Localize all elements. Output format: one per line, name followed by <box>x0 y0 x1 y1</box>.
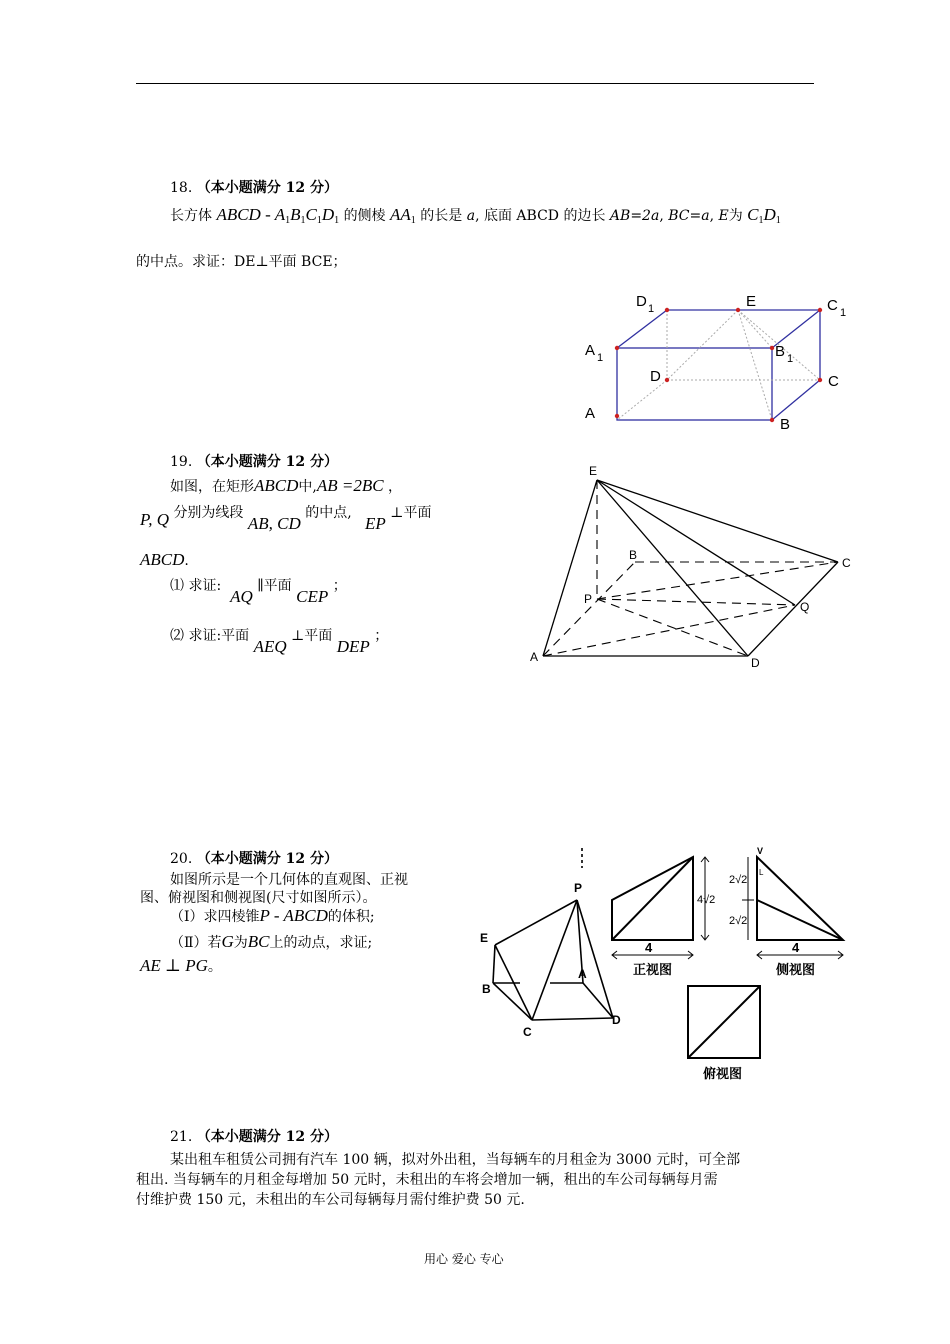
q18-text-b: 的侧棱 <box>343 208 386 224</box>
q18-comma2: , <box>709 208 715 224</box>
q20-line1: 如图所示是一个几何体的直观图、正视 <box>170 872 408 888</box>
q19-s2-label: ⑵ 求证:平面 <box>170 628 250 644</box>
q18-a: a <box>466 208 476 224</box>
q18-line2: 的中点。求证：DE⊥平面 BCE； <box>136 254 347 270</box>
label-A: A <box>578 967 587 981</box>
top-view <box>688 986 760 1058</box>
side-dim-bottom: 2√2 <box>729 915 748 927</box>
q18-comma1: , <box>659 208 664 224</box>
q20-line2: 图、俯视图和侧视图(尺寸如图所示）。 <box>140 890 377 906</box>
q20-heading <box>170 849 338 869</box>
q18-c1d1: $C_1D_1$ <box>747 205 781 226</box>
q19-s2-dep: DEP <box>336 637 370 656</box>
q21-line1: 某出租车租赁公司拥有汽车 100 辆，拟对外出租，当每辆车的月租金为 3000 元时，可全部 <box>170 1152 741 1168</box>
label-D: D <box>612 1013 621 1027</box>
q19-s2-end: ； <box>374 628 389 644</box>
q19-line1 <box>170 476 402 497</box>
q21-line3: 付维护费 150 元，未租出的车公司每辆每月需付维护费 50 元. <box>136 1192 525 1208</box>
q19-text-2b: 的中点, <box>305 505 352 521</box>
q18-e: E <box>718 208 729 224</box>
front-view <box>612 857 709 959</box>
q19-text-2c: ⊥平面 <box>390 505 432 521</box>
label-D1: D <box>636 293 647 310</box>
front-view-caption: 正视图 <box>633 963 673 978</box>
q21-number: 21. <box>170 1129 193 1145</box>
q19-rel: AB =2BC <box>316 476 384 495</box>
page-footer: 用心 爱心 专心 <box>424 1252 504 1266</box>
q18-text-e: 为 <box>728 208 743 224</box>
side-dim-width: 4 <box>792 940 800 955</box>
label-Q: Q <box>800 600 810 614</box>
label-B: B <box>629 548 638 562</box>
q21-score: （本小题满分 12 分） <box>196 1129 338 1145</box>
q19-pyramid-figure <box>525 460 865 675</box>
side-dim-top: 2√2 <box>729 874 748 886</box>
label-B1-sub: 1 <box>787 353 794 365</box>
q20-concl-end: 。 <box>207 959 222 975</box>
q19-s1-cep: CEP <box>296 587 329 606</box>
label-C1: C <box>827 297 838 314</box>
q20-concl-math: AE ⊥ PG <box>140 956 208 975</box>
q20-part1 <box>170 906 375 927</box>
q20-p1-math: P - ABCD <box>259 906 328 925</box>
q18-text-a: 长方体 <box>170 208 212 224</box>
q19-segs: AB, CD <box>247 514 301 533</box>
label-C: C <box>842 556 851 570</box>
front-dim-height: 4√2 <box>697 894 716 906</box>
q21-heading <box>170 1127 338 1147</box>
label-A1: A <box>585 342 596 359</box>
label-D: D <box>650 368 661 385</box>
q18-number: 18. <box>170 180 193 196</box>
label-E: E <box>746 293 757 310</box>
q19-text-c: ， <box>388 479 403 495</box>
q19-s1-aq: AQ <box>230 587 253 606</box>
q20-p2-wei: 为 <box>233 935 248 951</box>
q19-s1-rel: ∥平面 <box>257 578 292 594</box>
q19-score: （本小题满分 12 分） <box>196 454 338 470</box>
q19-line3 <box>140 550 189 571</box>
label-B: B <box>780 416 791 433</box>
q19-text-2a: 分别为线段 <box>173 505 244 521</box>
q19-text-a: 如图，在矩形 <box>170 479 254 495</box>
q19-rect: ABCD <box>254 476 299 495</box>
solid-drawing <box>493 848 613 1020</box>
q19-s2-rel: ⊥平面 <box>291 628 333 644</box>
q20-p2-bc: BC <box>247 932 270 951</box>
label-B1: B <box>775 343 786 360</box>
header-rule <box>136 83 814 84</box>
q19-plane: ABCD <box>140 550 185 569</box>
q19-sub2 <box>170 626 388 657</box>
label-C1-sub: 1 <box>840 307 847 319</box>
q19-s1-end: ； <box>332 578 347 594</box>
q19-pq: P, Q <box>140 510 169 529</box>
side-label-v: V <box>757 846 764 856</box>
q19-s1-label: ⑴ 求证: <box>170 578 222 594</box>
q20-part2 <box>170 932 372 953</box>
q18-text-d: , 底面 ABCD 的边长 <box>475 208 606 224</box>
top-view-caption: 俯视图 <box>703 1067 743 1082</box>
q18-bc: BC=a <box>668 208 710 224</box>
side-view-caption: 侧视图 <box>776 963 816 978</box>
hidden-edges <box>617 310 820 420</box>
label-B: B <box>482 982 491 996</box>
label-P: P <box>584 592 593 606</box>
q18-line1 <box>170 205 781 231</box>
front-face-edges <box>617 348 772 420</box>
q19-line2 <box>140 503 431 534</box>
q19-heading <box>170 452 338 472</box>
label-P: P <box>574 881 583 895</box>
side-label-l: L <box>759 868 764 877</box>
label-E: E <box>589 464 598 478</box>
label-C: C <box>523 1025 532 1039</box>
front-dim-width: 4 <box>645 940 653 955</box>
q18-score: （本小题满分 12 分） <box>196 180 338 196</box>
q20-p2-label: （Ⅱ）若 <box>170 935 222 951</box>
q19-s2-aeq: AEQ <box>253 637 287 656</box>
q19-sub1 <box>170 576 347 607</box>
q20-score: （本小题满分 12 分） <box>196 851 338 867</box>
q21-line2: 租出. 当每辆车的月租金每增加 50 元时，未租出的车将会增加一辆，租出的车公司每辆每月需 <box>136 1172 718 1188</box>
q18-ab: AB=2a <box>609 208 660 224</box>
q18-cuboid-figure <box>575 288 865 438</box>
label-A: A <box>585 405 596 422</box>
label-A: A <box>530 650 539 664</box>
q20-views-figure <box>475 845 855 1085</box>
label-D1-sub: 1 <box>648 303 655 315</box>
q20-p1-end: 的体积; <box>327 909 375 925</box>
q20-conclusion <box>140 956 222 977</box>
q20-p1-label: （Ⅰ）求四棱锥 <box>170 909 260 925</box>
q20-p2-g: G <box>221 932 234 951</box>
q18-text-c: 的长是 <box>420 208 463 224</box>
q20-number: 20. <box>170 851 193 867</box>
label-A1-sub: 1 <box>597 352 604 364</box>
label-D: D <box>751 656 760 670</box>
q20-p2-end: 上的动点，求证; <box>269 935 373 951</box>
q18-edge: $AA_1$ <box>390 205 416 226</box>
label-C: C <box>828 373 839 390</box>
q18-solid: ABCD - $A_1B_1C_1D_1$ <box>216 205 340 226</box>
q19-ep: EP <box>365 514 386 533</box>
q19-period: . <box>184 553 189 569</box>
q19-number: 19. <box>170 454 193 470</box>
q18-heading <box>170 178 338 198</box>
label-E: E <box>480 931 489 945</box>
q19-text-b: 中, <box>298 479 317 495</box>
